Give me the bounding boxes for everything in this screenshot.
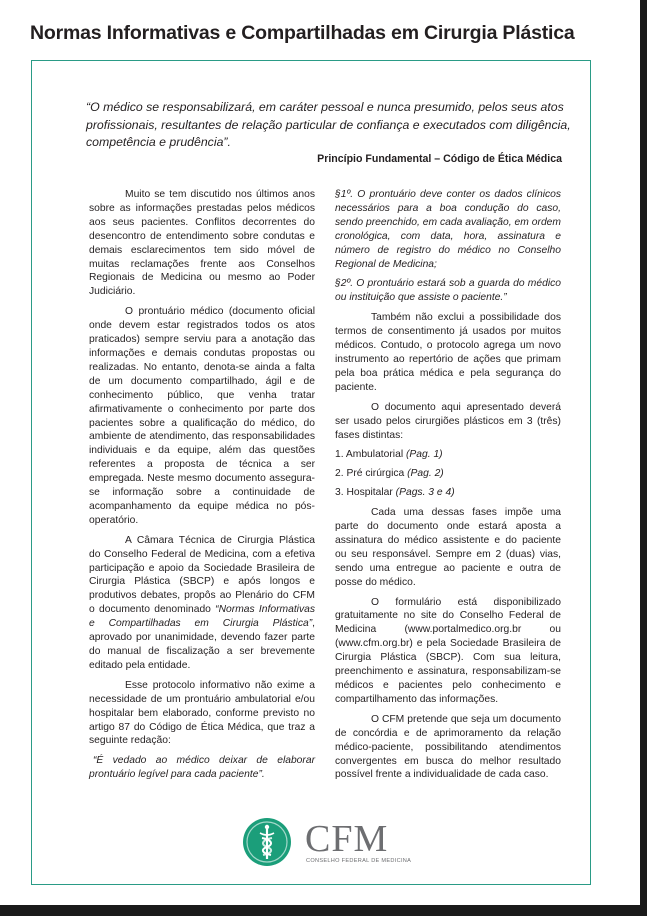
logo-subtitle: CONSELHO FEDERAL DE MEDICINA	[306, 858, 412, 864]
left-paragraph-2: O prontuário médico (documento oficial onde devem estar registrados todos os atos praticados) sempre serviu para a anotação das informações e demais condutas propostas ou realizadas. No entanto, denota-se ainda a falta de um documento compartilhado, ágil e de conhecimento público, que venha tratar afirmativamente o conhecimento por parte dos pacientes sobre a qualificação do médico, do ambiente de atendimento, das responsabilidades individuais e da equipe, além das questões referentes a proposta de técnica a ser empregada. Neste mesmo documento assegura-se informação sobre a continuidade de acompanhamento da equipe médica no pós-operatório.	[89, 306, 315, 526]
epigraph-quote: “O médico se responsabilizará, em caráter pessoal e nunca presumido, pelos seus atos profissionais, resultantes de relação particular de confiança e executados com diligência, competência e prudência”.	[86, 100, 571, 149]
phase-item: 2. Pré cirúrgica (Pag. 2)	[335, 468, 444, 480]
left-paragraph-3	[89, 534, 315, 673]
right-paragraph-3: Cada uma dessas fases impõe uma parte do documento onde estará aposta a assinatura do médico assistente e do paciente ou seu responsável. Sempre em 2 (duas) vias, sendo uma entregue ao paciente e outra de posse do médico.	[335, 507, 561, 588]
right-paragraph-1: Também não exclui a possibilidade dos termos de consentimento já usados por muitos médicos. Contudo, o protocolo agrega um novo instrumento ao repertório de ações que primam pela boa prática médica e pela segurança do paciente.	[335, 312, 561, 393]
epigraph-attribution: Princípio Fundamental – Código de Ética Médica	[317, 153, 562, 165]
phase-item: 3. Hospitalar (Pags. 3 e 4)	[335, 487, 455, 499]
article-paragraph-1: §1º. O prontuário deve conter os dados clínicos necessários para a boa condução do caso, sendo preenchido, em cada avaliação, em ordem cronológica, com data, hora, assinatura e número de registro do médico no Conselho Regional de Medicina;	[335, 189, 561, 270]
right-paragraph-4: O formulário está disponibilizado gratuitamente no site do Conselho Federal de Medicina (www.portalmedico.org.br ou (www.cfm.org.br) e pela Sociedade Brasileira de Cirurgia Plástica (SBCP). Com sua leitura, preenchimento e assinatura, responsabilizam-se médicos e pacientes pelo conhecimento e compartilhamento das informações.	[335, 596, 561, 705]
left-paragraph-3-end: , aprovado por unanimidade, devendo fazer parte do manual de fiscalização a ser brevemente editado pela entidade.	[89, 618, 315, 671]
phase-item: 1. Ambulatorial (Pag. 1)	[335, 449, 443, 461]
article-quote: “É vedado ao médico deixar de elaborar prontuário legível para cada paciente”.	[89, 755, 315, 781]
page-title: Normas Informativas e Compartilhadas em Cirurgia Plástica	[30, 22, 575, 44]
right-edge-bar	[640, 0, 647, 916]
cfm-logo	[243, 818, 413, 868]
document-name: “Normas Informativas e Compartilhadas em Cirurgia Plástica”	[89, 604, 315, 630]
logo-abbreviation: CFM	[305, 818, 389, 860]
left-paragraph-3-start: A Câmara Técnica de Cirurgia Plástica do Conselho Federal de Medicina, com a efetiva participação e apoio da Sociedade Brasileira de Cirurgia Plástica (SBCP) e após longos e produtivos debates, propôs ao Plenário do CFM o documento denominado	[89, 534, 315, 616]
left-column	[89, 188, 315, 788]
bottom-edge-bar	[0, 905, 647, 916]
right-paragraph-2: O documento aqui apresentado deverá ser usado pelos cirurgiões plásticos em 3 (três) fases distintas:	[335, 401, 561, 441]
right-column	[335, 188, 561, 788]
phase-list	[335, 448, 561, 500]
article-paragraph-2: §2º. O prontuário estará sob a guarda do médico ou instituição que assiste o paciente.”	[335, 278, 561, 304]
right-paragraph-5: O CFM pretende que seja um documento de concórdia e de aprimoramento da relação médico-paciente, possibilitando atendimentos convergentes em busca do melhor resultado possível frente a individualidade de cada caso.	[335, 713, 561, 781]
caduceus-icon	[243, 818, 291, 866]
left-paragraph-1: Muito se tem discutido nos últimos anos sobre as informações prestadas pelos médicos aos seus pacientes. Conflitos decorrentes do desencontro de entendimento sobre condutas e demais esclarecimentos tem sido móvel de muitas reclamações frente aos Conselhos Regionais de Medicina ou mesmo ao Poder Judiciário.	[89, 189, 315, 298]
left-paragraph-4: Esse protocolo informativo não exime a necessidade de um prontuário ambulatorial e/ou hospitalar bem elaborado, conforme previsto no artigo 87 do Código de Ética Médica, que traz a seguinte redação:	[89, 679, 315, 747]
